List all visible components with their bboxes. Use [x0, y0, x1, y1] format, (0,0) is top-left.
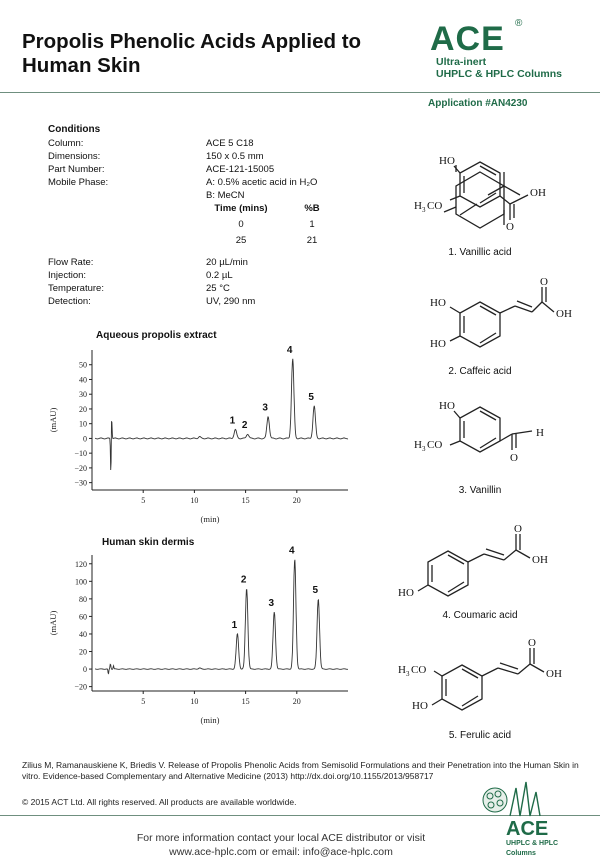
- vanillic-ring: [460, 162, 500, 207]
- mobile-phase-b: B: MeCN: [206, 190, 245, 201]
- chart-2-title: Human skin dermis: [102, 537, 195, 548]
- gradient-cell: 25: [235, 235, 247, 246]
- y-tick-label: 50: [79, 360, 87, 370]
- chromatogram-2: [30, 545, 360, 725]
- logo-tagline-1: Ultra-inert: [436, 56, 487, 68]
- y-tick-label: 10: [79, 419, 87, 429]
- x-tick-label: 20: [292, 496, 301, 505]
- y-tick-label: 80: [79, 594, 87, 604]
- y-tick-label: 60: [79, 612, 87, 622]
- ferulic-ho: HO: [412, 700, 428, 712]
- application-number: Application #AN4230: [428, 98, 528, 109]
- x-tick-label: 10: [190, 496, 199, 505]
- y-tick-label: 20: [79, 647, 87, 657]
- structure-name-5: 5. Ferulic acid: [448, 730, 512, 741]
- condition-value: A: 0.5% acetic acid in H₂O: [206, 177, 318, 188]
- vanillin-h-aldehyde: H: [536, 427, 544, 439]
- vanillic-co: CO: [427, 200, 443, 212]
- peak-label: 2: [240, 574, 247, 586]
- condition-label: Flow Rate:: [48, 257, 94, 268]
- coumaric-ho: HO: [398, 587, 414, 599]
- structure-name-3: 3. Vanillin: [458, 485, 502, 496]
- gradient-cell: 21: [306, 235, 318, 246]
- condition-value: 150 x 0.5 mm: [206, 151, 264, 162]
- citation: Zilius M, Ramanauskiene K, Briedis V. Release of Propolis Phenolic Acids from Semisolid Formulations and their Penetration into the Human Skin in vitro. Evidence-based Complementary and Alternative Medicine (2013) http://dx.doi.org/10.1155/2013/958717: [22, 760, 579, 781]
- x-tick-label: 5: [141, 496, 146, 505]
- peak-label: 1: [229, 415, 236, 427]
- conditions-heading: Conditions: [48, 124, 101, 135]
- caffeic-oh: OH: [556, 308, 572, 320]
- condition-value: ACE-121-15005: [206, 164, 275, 175]
- contact-line-2: www.ace-hplc.com or email: info@ace-hplc.com: [169, 846, 393, 858]
- caffeic-ho-1: HO: [430, 297, 446, 309]
- peak-label: 5: [308, 392, 314, 403]
- contact-line-1: For more information contact your local ACE distributor or visit: [136, 832, 426, 844]
- condition-label: Mobile Phase:: [48, 177, 109, 188]
- x-axis-label: (min): [200, 514, 220, 524]
- vanillin-3: 3: [422, 445, 426, 453]
- condition-value: 0.2 µL: [206, 270, 233, 281]
- peak-label: 1: [231, 619, 238, 631]
- vanillic-3: 3: [422, 206, 426, 214]
- y-axis-label: (mAU): [48, 407, 58, 433]
- chromatogram-trace: [95, 359, 348, 470]
- x-tick-label: 5: [141, 697, 146, 706]
- y-tick-label: 30: [79, 390, 87, 400]
- condition-label: Detection:: [48, 296, 91, 307]
- condition-value: 25 °C: [206, 283, 230, 294]
- peak-label: 4: [286, 344, 293, 356]
- x-tick-label: 10: [190, 697, 199, 706]
- registered-mark: ®: [515, 18, 523, 29]
- condition-label: Column:: [48, 138, 84, 149]
- y-tick-label: 120: [75, 559, 87, 569]
- gradient-cell: 0: [238, 219, 244, 230]
- x-tick-label: 20: [292, 697, 301, 706]
- coumaric-o: O: [514, 523, 522, 535]
- column-emblem-icon: [478, 778, 548, 820]
- y-tick-label: 40: [79, 629, 87, 639]
- header-divider: [0, 92, 600, 93]
- coumaric-oh: OH: [532, 554, 548, 566]
- condition-value: UV, 290 nm: [206, 296, 256, 307]
- y-tick-label: 100: [75, 577, 87, 587]
- y-tick-label: −20: [74, 463, 87, 473]
- vanillin-o: O: [510, 452, 518, 464]
- footer-logo-tagline-2: Columns: [506, 850, 536, 857]
- caffeic-ho-2: HO: [430, 338, 446, 350]
- gradient-cell: 1: [309, 219, 315, 230]
- y-tick-label: 0: [83, 665, 87, 675]
- vanillic-oh: OH: [530, 187, 546, 199]
- gradient-header-b: %B: [304, 203, 320, 214]
- y-tick-label: 20: [79, 404, 87, 414]
- peak-label: 3: [268, 598, 275, 610]
- y-tick-label: −30: [74, 478, 87, 488]
- y-axis-label: (mAU): [48, 610, 58, 636]
- title-line-2: Human Skin: [22, 54, 141, 77]
- x-tick-label: 15: [241, 496, 250, 505]
- chromatogram-trace: [95, 560, 348, 674]
- gradient-header-time: Time (mins): [214, 203, 268, 214]
- ferulic-3: 3: [406, 670, 410, 678]
- peak-label: 3: [262, 402, 268, 414]
- condition-label: Dimensions:: [48, 151, 101, 162]
- condition-label: Temperature:: [48, 283, 104, 294]
- condition-value: 20 µL/min: [206, 257, 248, 268]
- vanillin-ho: HO: [439, 400, 455, 412]
- chromatogram-1: [30, 340, 360, 525]
- peak-label: 5: [312, 584, 319, 596]
- footer-logo-tagline-1: UHPLC & HPLC: [506, 840, 559, 847]
- ferulic-co: CO: [411, 664, 427, 676]
- chart-1-title: Aqueous propolis extract: [96, 330, 217, 341]
- x-axis-label: (min): [200, 715, 220, 725]
- title-line-1: Propolis Phenolic Acids Applied to: [22, 30, 362, 53]
- y-tick-label: 0: [83, 434, 87, 444]
- structure-name-4: 4. Coumaric acid: [442, 610, 518, 621]
- vanillic-o: O: [506, 221, 514, 233]
- x-tick-label: 15: [241, 697, 250, 706]
- peak-label: 2: [241, 420, 248, 431]
- y-tick-label: 40: [79, 375, 87, 385]
- structure-drawings: [380, 140, 590, 740]
- footer-ace-logo: ACE: [506, 818, 549, 840]
- vanillin-h: H: [414, 439, 422, 451]
- peak-label: 4: [288, 545, 295, 557]
- y-tick-label: −20: [74, 682, 87, 692]
- structure-name-1: 1. Vanillic acid: [448, 247, 512, 258]
- caffeic-o: O: [540, 276, 548, 288]
- condition-label: Part Number:: [48, 164, 105, 175]
- condition-label: Injection:: [48, 270, 87, 281]
- vanillic-h: H: [414, 200, 422, 212]
- condition-value: ACE 5 C18: [206, 138, 254, 149]
- ferulic-h: H: [398, 664, 406, 676]
- logo-tagline-2: UHPLC & HPLC Columns: [436, 68, 562, 80]
- copyright: © 2015 ACT Ltd. All rights reserved. All products are available worldwide.: [22, 797, 297, 807]
- ace-logo: ACE: [430, 20, 505, 58]
- structure-name-2: 2. Caffeic acid: [448, 366, 512, 377]
- vanillin-co: CO: [427, 439, 443, 451]
- y-tick-label: −10: [74, 449, 87, 459]
- ferulic-oh: OH: [546, 668, 562, 680]
- ferulic-o: O: [528, 637, 536, 649]
- vanillic-ho: HO: [439, 155, 455, 167]
- page-title: [22, 30, 382, 78]
